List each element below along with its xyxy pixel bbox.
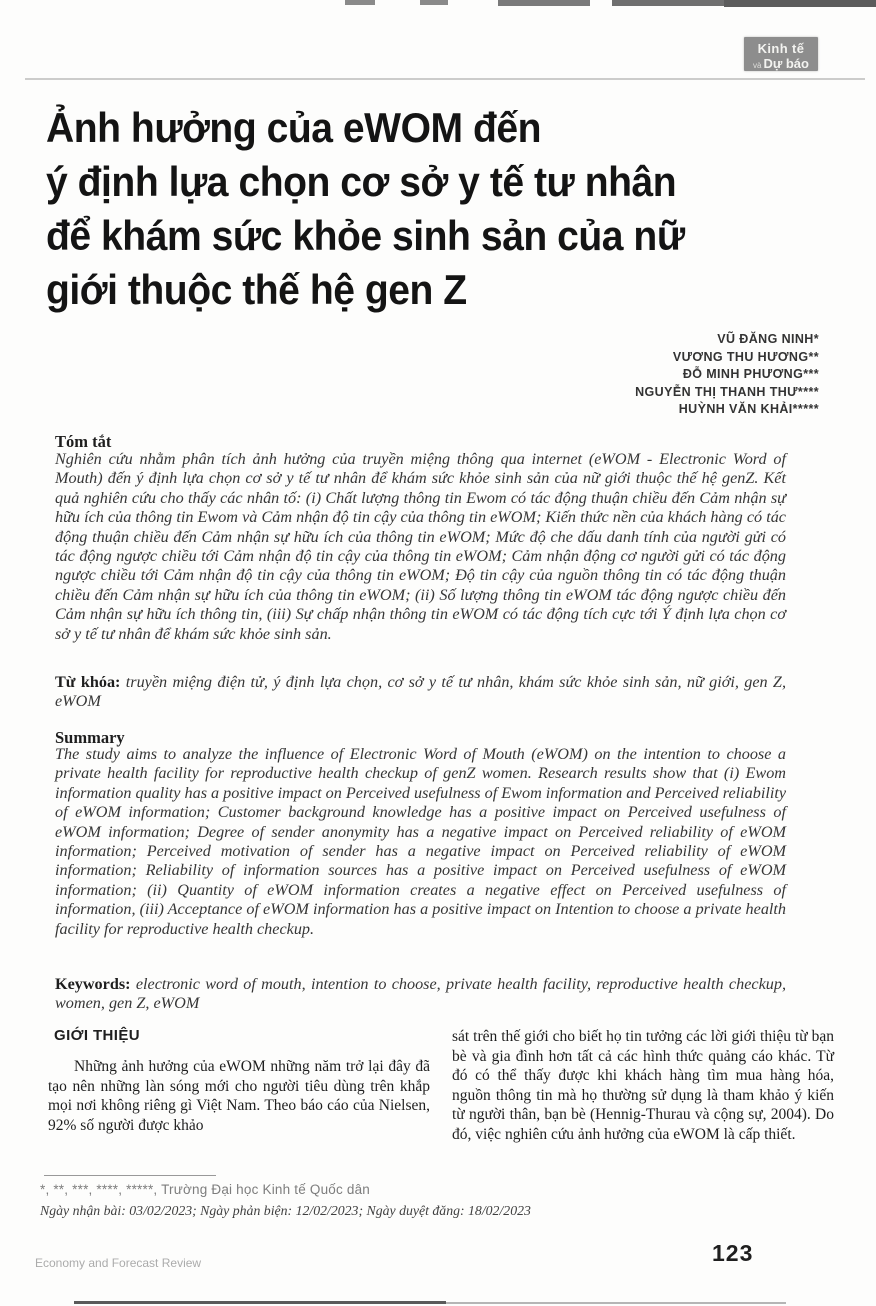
author-list	[635, 331, 819, 419]
keywords-en	[55, 975, 786, 1014]
scan-artifact-bottom	[74, 1301, 446, 1304]
author-name: ĐỖ MINH PHƯƠNG***	[682, 367, 819, 381]
intro-paragraph-left: Những ảnh hưởng của eWOM những năm trở lại đây đã tạo nên những làn sóng mới cho người tiêu dùng trên khắp mọi nơi không riêng gì Việt Nam. Theo báo cáo của Nielsen, 92% số người được khảo	[48, 1058, 430, 1134]
journal-logo-va: và	[753, 61, 762, 70]
scan-artifact-top	[345, 0, 375, 5]
footnote-dates: Ngày nhận bài: 03/02/2023; Ngày phản biện: 12/02/2023; Ngày duyệt đăng: 18/02/2023	[40, 1203, 531, 1218]
author-name: VƯƠNG THU HƯƠNG**	[672, 349, 819, 364]
article-title-line: ý định lựa chọn cơ sở y tế tư nhân	[46, 158, 677, 205]
introduction-section	[48, 1027, 834, 1145]
article-title-line: Ảnh hưởng của eWOM đến	[46, 104, 542, 151]
footnote-affiliation: *, **, ***, ****, *****, Trường Đại học Kinh tế Quốc dân	[40, 1182, 371, 1197]
summary-text: The study aims to analyze the influence of Electronic Word of Mouth (eWOM) on the intention to choose a private health facility for reproductive health checkup of genZ women. Research results show that (i) Ewom information quality has a positive impact on Perceived usefulness of Ewom information and Perceived reliability of eWOM information; Customer background knowledge has a positive impact on Perceived usefulness of eWOM information; Degree of sender anonymity has a negative impact on Perceived reliability of eWOM information; Perceived motivation of sender has a negative impact on Perceived reliability of eWOM information; Reliability of information sources has a positive impact on Perceived usefulness of eWOM information; (ii) Quantity of eWOM information creates a negative effect on Perceived usefulness of information, (iii) Acceptance of eWOM information has a positive impact on Intention to choose a private health facility for reproductive health checkup.	[55, 745, 787, 938]
article-title-line: giới thuộc thế hệ gen Z	[46, 266, 467, 313]
keywords-vi-text: truyền miệng điện tử, ý định lựa chọn, cơ sở y tế tư nhân, khám sức khỏe sinh sản, nữ giới, gen Z, eWOM	[55, 673, 786, 711]
scan-artifact-top	[498, 0, 590, 6]
scan-artifact-top	[612, 0, 724, 6]
keywords-en-text: electronic word of mouth, intention to choose, private health facility, reproductive health checkup, women, gen Z, eWOM	[55, 975, 786, 1013]
keywords-vi-label: Từ khóa:	[55, 673, 121, 691]
page-number: 123	[712, 1240, 754, 1266]
summary-heading: Summary	[55, 728, 125, 747]
keywords-en-label: Keywords:	[55, 975, 131, 993]
abstract-vi-text: Nghiên cứu nhằm phân tích ảnh hưởng của truyền miệng thông qua internet (eWOM - Electronic Word of Mouth) đến ý định lựa chọn cơ sở y tế tư nhân để khám sức khỏe sinh sản của nữ giới thuộc thế hệ genZ. Kết quả nghiên cứu cho thấy các nhân tố: (i) Chất lượng thông tin Ewom có tác động thuận chiều đến Cảm nhận sự hữu ích của thông tin Ewom và Cảm nhận độ tin cậy của thông tin eWOM; Kiến thức nền của khách hàng có tác động thuận chiều đến Cảm nhận sự hữu ích của thông tin eWOM; Mức độ che dấu danh tính của người gửi có tác động ngược chiều tới Cảm nhận độ tin cậy của thông tin eWOM; Cảm nhận động cơ người gửi có tác động ngược chiều tới Cảm nhận độ tin cậy của thông tin eWOM; Độ tin cậy của nguồn thông tin có tác động thuận chiều đến Cảm nhận sự hữu ích của thông tin eWOM; (ii) Số lượng thông tin eWOM tác động ngược chiều đến Cảm nhận sự hữu ích thông tin, (iii) Sự chấp nhận thông tin eWOM có tác động tích cực tới Ý định lựa chọn cơ sở y tế tư nhân để khám sức khỏe sinh sản.	[55, 450, 786, 643]
author-name: NGUYỄN THỊ THANH THƯ****	[635, 384, 819, 399]
scan-artifact-top	[724, 0, 876, 7]
scan-artifact-bottom	[446, 1302, 786, 1304]
journal-logo-line1: Kinh tế	[757, 41, 805, 56]
journal-logo-badge	[744, 37, 818, 71]
footer-journal-name: Economy and Forecast Review	[35, 1256, 202, 1270]
intro-heading: GIỚI THIỆU	[54, 1027, 140, 1044]
footnote-divider	[44, 1175, 216, 1176]
scan-artifact-top	[420, 0, 448, 5]
abstract-vi-heading: Tóm tắt	[55, 432, 112, 451]
intro-column-left	[48, 1027, 430, 1145]
intro-column-right	[452, 1027, 834, 1145]
header-divider	[25, 78, 865, 80]
author-name: HUỲNH VĂN KHẢI*****	[678, 402, 819, 416]
keywords-vi	[55, 673, 786, 712]
article-title	[46, 101, 685, 317]
author-name: VŨ ĐĂNG NINH*	[717, 332, 819, 346]
journal-logo-dubao: Dự báo	[763, 56, 809, 71]
intro-paragraph-right: sát trên thế giới cho biết họ tin tưởng các lời giới thiệu từ bạn bè và gia đình hơn tất cả các hình thức quảng cáo khác. Từ đó có thể thấy được khi khách hàng tìm mua hàng hóa, nguồn thông tin mà họ thường sử dụng là tham khảo ý kiến từ người thân, bạn bè (Hennig-Thurau và cộng sự, 2004). Do đó, việc nghiên cứu ảnh hưởng của eWOM là cấp thiết.	[452, 1028, 834, 1143]
journal-logo-line2	[744, 57, 818, 70]
article-title-line: để khám sức khỏe sinh sản của nữ	[46, 212, 685, 259]
